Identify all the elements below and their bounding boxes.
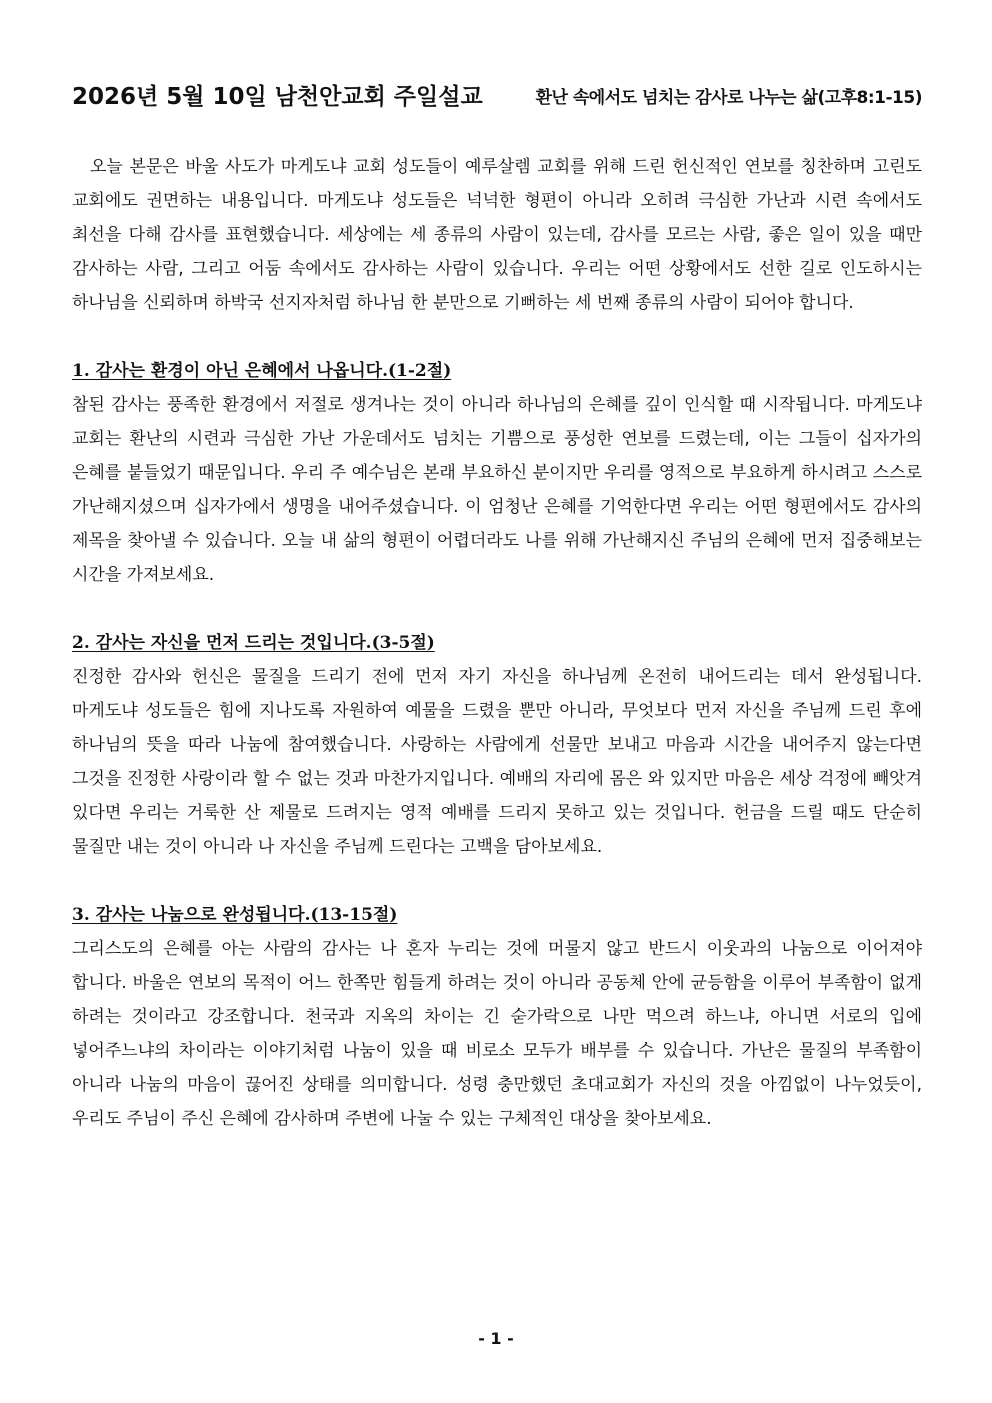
page-header [72, 78, 922, 118]
section-heading: 3. 감사는 나눔으로 완성됩니다.(13-15절) [72, 905, 398, 925]
section-heading: 1. 감사는 환경이 아닌 은혜에서 나옵니다.(1-2절) [72, 361, 452, 381]
section-3 [72, 898, 922, 1136]
section-2 [72, 626, 922, 864]
section-paragraph: 참된 감사는 풍족한 환경에서 저절로 생겨나는 것이 아니라 하나님의 은혜를 깊이 인식할 때 시작됩니다. 마게도냐 교회는 환난의 시련과 극심한 가난 가운데서도 넘치는 기쁨으로 풍성한 연보를 드렸는데, 이는 그들이 십자가의 은혜를 붙들었기 때문입니다. 우리 주 예수님은 본래 부요하신 분이지만 우리를 영적으로 부요하게 하시려고 스스로 가난해지셨으며 십자가에서 생명을 내어주셨습니다. 이 엄청난 은혜를 기억한다면 우리는 어떤 형편에서도 감사의 제목을 찾아낼 수 있습니다. 오늘 내 삶의 형편이 어렵더라도 나를 위해 가난해지신 주님의 은혜에 먼저 집중해보는 시간을 가져보세요. [72, 395, 922, 585]
sermon-body [72, 150, 922, 1136]
page-number: - 1 - [478, 1329, 514, 1348]
sermon-subtitle: 환난 속에서도 넘치는 감사로 나누는 삶(고후8:1-15) [535, 88, 922, 108]
section-paragraph: 진정한 감사와 헌신은 물질을 드리기 전에 먼저 자기 자신을 하나님께 온전히 내어드리는 데서 완성됩니다. 마게도냐 성도들은 힘에 지나도록 자원하여 예물을 드렸을 뿐만 아니라, 무엇보다 먼저 자신을 주님께 드린 후에 하나님의 뜻을 따라 나눔에 참여했습니다. 사랑하는 사람에게 선물만 보내고 마음과 시간을 내어주지 않는다면 그것을 진정한 사랑이라 할 수 없는 것과 마찬가지입니다. 예배의 자리에 몸은 와 있지만 마음은 세상 걱정에 빼앗겨 있다면 우리는 거룩한 산 제물로 드려지는 영적 예배를 드리지 못하고 있는 것입니다. 헌금을 드릴 때도 단순히 물질만 내는 것이 아니라 나 자신을 주님께 드린다는 고백을 담아보세요. [72, 667, 922, 857]
section-paragraph: 그리스도의 은혜를 아는 사람의 감사는 나 혼자 누리는 것에 머물지 않고 반드시 이웃과의 나눔으로 이어져야 합니다. 바울은 연보의 목적이 어느 한쪽만 힘들게 하려는 것이 아니라 공동체 안에 균등함을 이루어 부족함이 없게 하려는 것이라고 강조합니다. 천국과 지옥의 차이는 긴 숟가락으로 나만 먹으려 하느냐, 아니면 서로의 입에 넣어주느냐의 차이라는 이야기처럼 나눔이 있을 때 비로소 모두가 배부를 수 있습니다. 가난은 물질의 부족함이 아니라 나눔의 마음이 끊어진 상태를 의미합니다. 성령 충만했던 초대교회가 자신의 것을 아낌없이 나누었듯이, 우리도 주님이 주신 은혜에 감사하며 주변에 나눌 수 있는 구체적인 대상을 찾아보세요. [72, 939, 922, 1129]
sermon-title: 2026년 5월 10일 남천안교회 주일설교 [72, 84, 483, 110]
section-1 [72, 354, 922, 592]
section-heading: 2. 감사는 자신을 먼저 드리는 것입니다.(3-5절) [72, 633, 435, 653]
intro-paragraph: 오늘 본문은 바울 사도가 마게도냐 교회 성도들이 예루살렘 교회를 위해 드린 헌신적인 연보를 칭찬하며 고린도 교회에도 권면하는 내용입니다. 마게도냐 성도들은 넉넉한 형편이 아니라 오히려 극심한 가난과 시련 속에서도 최선을 다해 감사를 표현했습니다. 세상에는 세 종류의 사람이 있는데, 감사를 모르는 사람, 좋은 일이 있을 때만 감사하는 사람, 그리고 어둠 속에서도 감사하는 사람이 있습니다. 우리는 어떤 상황에서도 선한 길로 인도하시는 하나님을 신뢰하며 하박국 선지자처럼 하나님 한 분만으로 기뻐하는 세 번째 종류의 사람이 되어야 합니다. [72, 157, 922, 313]
